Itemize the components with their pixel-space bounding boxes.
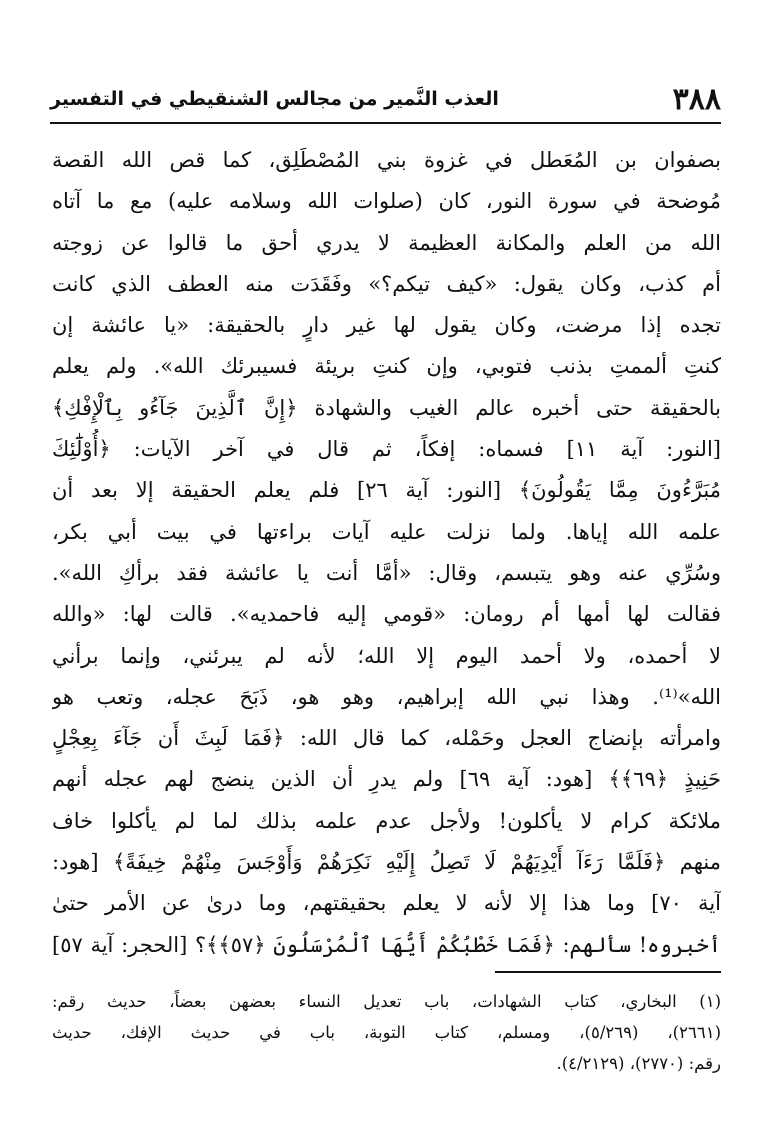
footnote-line: (١) البخاري، كتاب الشهادات، باب تعديل النساء بعضهن بعضاً، حديث رقم: [52,992,721,1011]
text-line: تجده إذا مرضت، وكان يقول لها غير دارٍ بالحقيقة: «يا عائشة إن [52,313,721,338]
text-line: كنتِ ألممتِ بذنب فتوبي، وإن كنتِ بريئة فسيبرئك الله». ولم يعلم [52,354,721,379]
page-header [50,76,721,124]
body-text [52,140,721,966]
text-line: آية ٧٠] وما هذا إلا لأنه لا يعلم بحقيقتهم، وما درىٰ عن الأمر حتىٰ [52,891,721,916]
text-line: مُوضحة في سورة النور، كان (صلوات الله وسلامه عليه) مع ما آتاه [52,189,721,214]
text-line: بصفوان بن المُعَطل في غزوة بني المُصْطَلِق، كما قص الله القصة [52,148,721,172]
footnote-divider [495,971,721,973]
footnote-line: (٢٦٦١)، (٥/٢٦٩)، ومسلم، كتاب التوبة، باب في حديث الإفك، حديث [52,1023,721,1042]
text-line: علمه الله إياها. ولما نزلت عليه آيات براءتها في بيت أبي بكر، [52,519,721,544]
text-line: ملائكة كرام لا يأكلون! ولأجل عدم علمه بذلك لما لم يأكلوا خاف [52,808,721,833]
page-number: ٣٨٨ [672,81,721,117]
text-line: فقالت لها أمها أم رومان: «قومي إليه فاحمديه». قالت لها: «والله [52,602,721,627]
text-line: وسُرِّي عنه وهو يتبسم، وقال: «أمَّا أنت يا عائشة فقد برأكِ الله». [52,560,721,585]
footnotes [52,986,721,1079]
text-line: منهم ﴿فَلَمَّا رَءَآ أَيْدِيَهُمْ لَا تَصِلُ إِلَيْهِ نَكِرَهُمْ وَأَوْجَسَ مِنْهُمْ خِيفَةً﴾ [هود: [52,850,721,875]
text-line: الله»⁽¹⁾. وهذا نبي الله إبراهيم، وهو هو، ذَبَحَ عجله، وتعب هو [52,684,721,709]
text-line: بالحقيقة حتى أخبره عالم الغيب والشهادة ﴿إِنَّ ٱلَّذِينَ جَآءُو بِٱلْإِفْكِ﴾ [52,395,721,420]
text-line: [النور: آية ١١] فسماه: إفكاً، ثم قال في آخر الآيات: ﴿أُوْلَٰٓئِكَ [52,437,721,462]
text-line: وامرأته بإنضاج العجل وحَمْله، كما قال الله: ﴿فَمَا لَبِثَ أَن جَآءَ بِعِجْلٍ [52,726,721,751]
text-line: حَنِيذٍ ﴿٦٩﴾﴾ [هود: آية ٦٩] ولم يدرِ أن الذين ينضج لهم عجله أنهم [52,767,721,792]
text-line: أخبروه! سألهم: ﴿فَمَا خَطْبُكُمْ أَيُّهَا ٱلْمُرْسَلُونَ ﴿٥٧﴾﴾؟ [الحجر: آية ٥٧] [52,932,721,957]
running-title: العذب النَّمير من مجالس الشنقيطي في التفسير [50,88,499,110]
footnote-line: رقم: (٢٧٧٠)، (٤/٢١٢٩). [556,1054,721,1073]
text-line: الله من العلم والمكانة العظيمة لا يدري أحق ما قالوا عن زوجته [52,230,721,255]
text-line: لا أحمده، ولا أحمد اليوم إلا الله؛ لأنه لم يبرئني، وإنما برأني [52,643,721,668]
text-line: مُبَرَّءُونَ مِمَّا يَقُولُونَ﴾ [النور: آية ٢٦] فلم يعلم الحقيقة إلا بعد أن [52,478,721,503]
text-line: أم كذب، وكان يقول: «كيف تيكم؟» وفَقَدَت منه العطف الذي كانت [52,271,721,296]
